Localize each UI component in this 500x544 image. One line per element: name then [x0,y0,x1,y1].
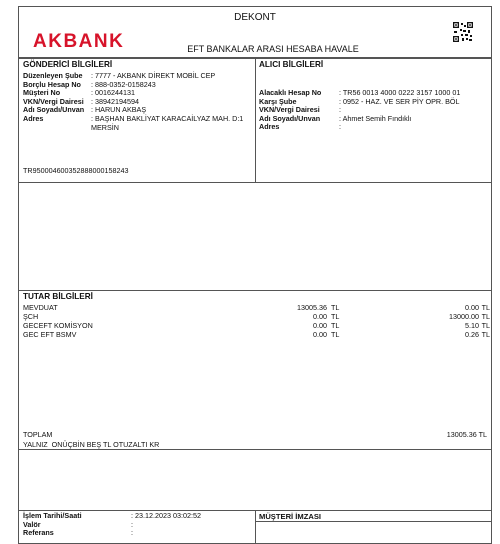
amounts-title: TUTAR BİLGİLERİ [23,292,93,301]
receiver-row: VKN/Vergi Dairesi : [259,105,341,115]
total-row [23,430,487,439]
sender-row: VKN/Vergi Dairesi : 38942194594 [23,96,139,106]
divider [255,58,256,182]
divider [255,510,256,544]
total-label: TOPLAM [23,430,53,439]
receiver-row: Karşı Şube : 0952 - HAZ. VE SER PİY OPR. BÖL [259,96,460,106]
receipt-header [19,7,491,58]
receiver-row: Adı Soyadı/Unvan : Ahmet Semih Fındıklı [259,113,412,123]
receipt-page [18,6,492,544]
sender-row: Müşteri No : 0016244131 [23,88,135,98]
footer-row: Referans : [23,528,133,538]
description-text: TR950004600352888000158243 [23,166,129,175]
akbank-logo: AKBANK [33,31,125,52]
footer-row: Valör : [23,519,133,529]
sender-title: GÖNDERİCİ BİLGİLERİ [23,60,113,69]
receiver-row: Alacaklı Hesap No : TR56 0013 4000 0222 3157 1000 01 [259,88,461,97]
sender-row: Adı Soyadı/Unvan : HARUN AKBAŞ [23,105,147,115]
receiver-title: ALICI BİLGİLERİ [259,60,324,69]
amount-row: MEVDUAT 13005.36 TL 0.00 TL [23,303,490,312]
footer-row: İşlem Tarihi/Saati : 23.12.2023 03:02:52 [23,511,201,520]
sender-row: Borçlu Hesap No : 888-0352-0158243 [23,79,156,89]
receiver-row: Adres : [259,122,341,132]
transaction-info [23,512,253,538]
total-value: 13005.36 TL [446,430,487,439]
amount-row: GECEFT KOMİSYON 0.00 TL 5.10 TL [23,321,490,330]
divider [19,182,491,183]
document-subtitle: EFT BANKALAR ARASI HESABA HAVALE [187,44,359,54]
amount-in-words: YALNIZ ONÜÇBİN BEŞ TL OTUZALTI KR [23,440,160,449]
sender-section [23,60,253,132]
signature-title: MÜŞTERİ İMZASI [259,512,322,521]
amount-row: GEC EFT BSMV 0.00 TL 0.26 TL [23,330,490,339]
divider [19,449,491,450]
divider [256,521,491,522]
sender-row: Düzenleyen Şube : 7777 - AKBANK DİREKT MOBİL CEP [23,71,216,80]
document-title: DEKONT [234,12,276,23]
receiver-section [259,60,489,132]
divider [19,290,491,291]
sender-row: Adres : BAŞHAN BAKLİYAT KARACAİLYAZ MAH. D:1 MERSİN [23,113,252,132]
amount-row: ŞCH 0.00 TL 13000.00 TL [23,312,490,321]
qr-code-icon [453,22,473,42]
